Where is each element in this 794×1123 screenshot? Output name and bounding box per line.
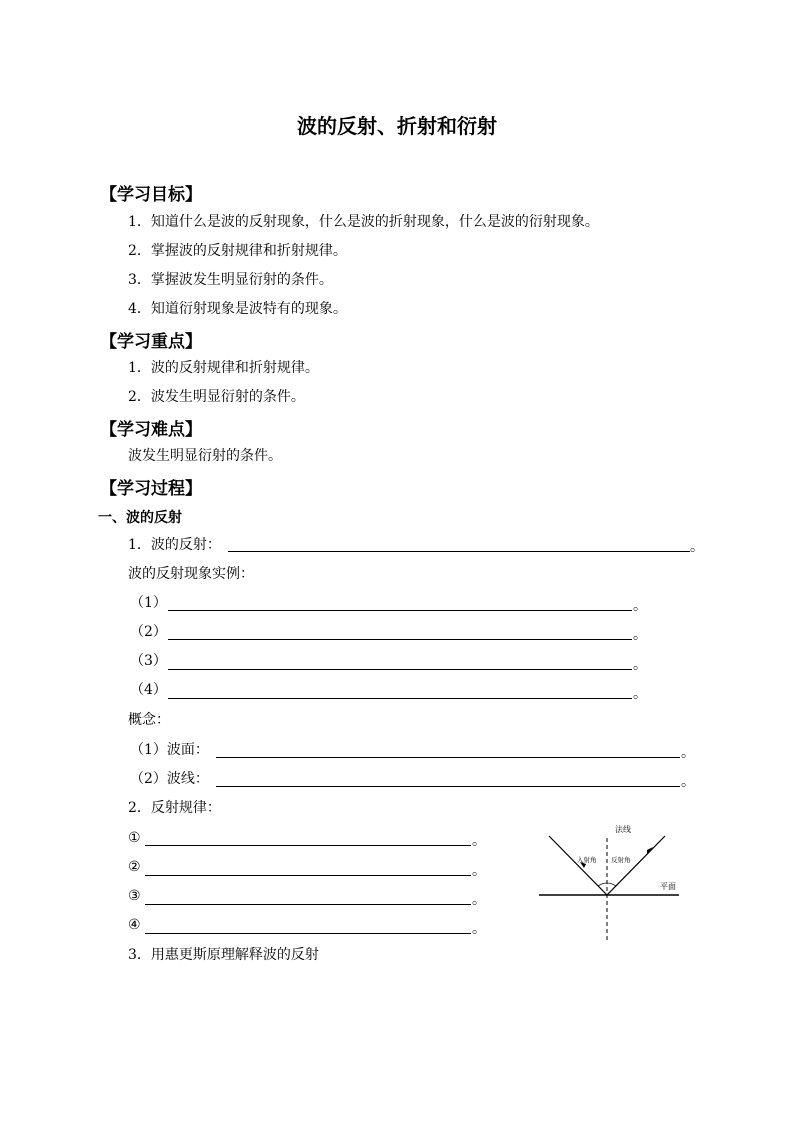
rule-blank[interactable] <box>145 933 471 934</box>
period: 。 <box>633 627 647 643</box>
rule-marker: ④ <box>128 917 141 933</box>
objective-item: 2．掌握波的反射规律和折射规律。 <box>128 243 347 259</box>
period: 。 <box>633 686 647 702</box>
plane-label: 平面 <box>660 882 676 891</box>
example-blank[interactable] <box>168 698 632 699</box>
rule-marker: ① <box>128 830 141 846</box>
objective-item: 1．知道什么是波的反射现象，什么是波的折射现象，什么是波的衍射现象。 <box>128 214 599 230</box>
rule-blank[interactable] <box>145 875 471 876</box>
concept-ray-blank[interactable] <box>216 786 680 787</box>
rule-marker: ② <box>128 859 141 875</box>
example-blank[interactable] <box>168 669 632 670</box>
key-points-heading: 【学习重点】 <box>100 332 202 352</box>
example-marker: （4） <box>130 682 167 698</box>
example-marker: （2） <box>130 624 167 640</box>
period: 。 <box>472 921 486 937</box>
key-point-item: 1．波的反射规律和折射规律。 <box>128 360 319 376</box>
period: 。 <box>681 745 695 761</box>
section-reflection-heading: 一、波的反射 <box>98 510 182 526</box>
incident-angle-label: 入射角 <box>577 856 597 864</box>
reflect-angle-label: 反射角 <box>611 856 631 864</box>
difficulty-text: 波发生明显衍射的条件。 <box>128 448 282 464</box>
period: 。 <box>633 598 647 614</box>
period: 。 <box>690 539 704 555</box>
example-blank[interactable] <box>168 610 632 611</box>
q3-label: 3．用惠更斯原理解释波的反射 <box>128 947 319 963</box>
objective-item: 4．知道衍射现象是波特有的现象。 <box>128 301 347 317</box>
period: 。 <box>472 863 486 879</box>
period: 。 <box>681 774 695 790</box>
rule-marker: ③ <box>128 888 141 904</box>
example-marker: （1） <box>130 595 167 611</box>
process-heading: 【学习过程】 <box>100 479 202 499</box>
q1-label: 1．波的反射： <box>128 537 221 553</box>
period: 。 <box>633 657 647 673</box>
concept-wavefront-blank[interactable] <box>216 757 680 758</box>
concept-wavefront-label: （1）波面： <box>130 742 209 758</box>
key-point-item: 2．波发生明显衍射的条件。 <box>128 389 305 405</box>
q1-answer-blank[interactable] <box>228 551 690 552</box>
example-blank[interactable] <box>168 639 632 640</box>
period: 。 <box>472 892 486 908</box>
period: 。 <box>472 833 486 849</box>
objective-item: 3．掌握波发生明显衍射的条件。 <box>128 272 333 288</box>
examples-label: 波的反射现象实例： <box>128 566 254 582</box>
reflection-diagram <box>535 820 685 942</box>
concepts-label: 概念： <box>128 712 170 728</box>
concept-ray-label: （2）波线： <box>130 771 209 787</box>
normal-label: 法线 <box>615 825 631 834</box>
q2-label: 2．反射规律： <box>128 800 221 816</box>
page-title: 波的反射、折射和衍射 <box>297 114 497 138</box>
example-marker: （3） <box>130 653 167 669</box>
objectives-heading: 【学习目标】 <box>100 185 202 205</box>
rule-blank[interactable] <box>145 904 471 905</box>
difficulties-heading: 【学习难点】 <box>100 420 202 440</box>
rule-blank[interactable] <box>145 845 471 846</box>
